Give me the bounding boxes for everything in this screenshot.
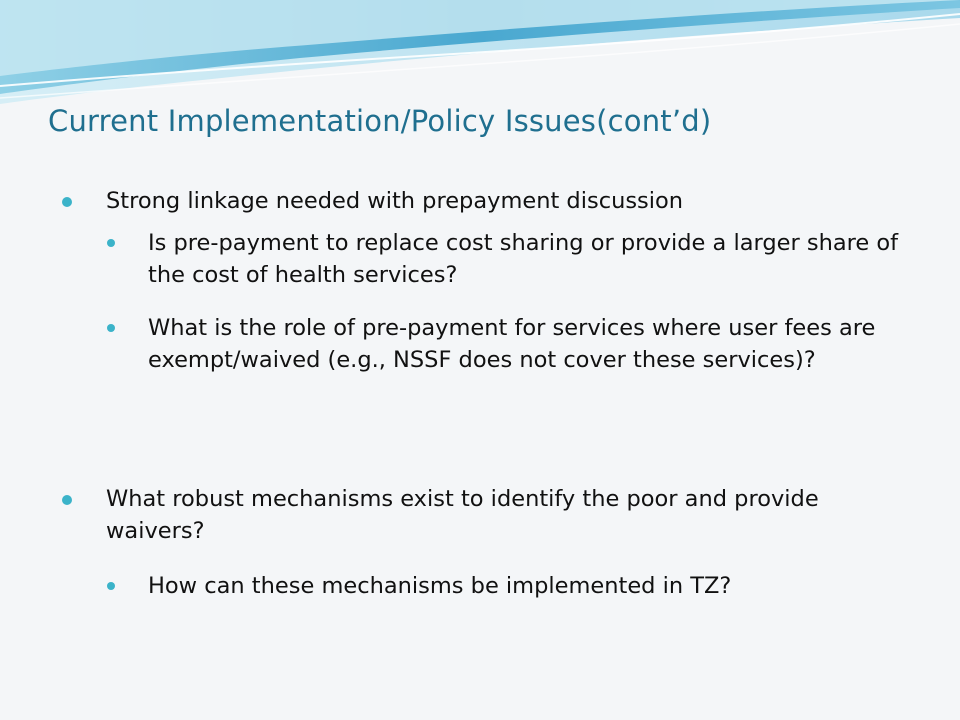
sub-bullet-icon: [107, 239, 115, 247]
sub-bullet-item: Is pre-payment to replace cost sharing or provide a larger share of the cost of health services?: [148, 230, 899, 288]
sub-bullet-item: How can these mechanisms be implemented in TZ?: [148, 573, 732, 599]
slide-title: Current Implementation/Policy Issues(cont’d): [48, 104, 712, 138]
sub-bullet-item: What is the role of pre-payment for services where user fees are exempt/waived (e.g., NSSF does not cover these services)?: [148, 315, 876, 373]
sub-bullet-icon: [107, 324, 115, 332]
bullet-item: Strong linkage needed with prepayment discussion: [106, 188, 684, 214]
header-wave-decoration: [0, 0, 960, 110]
bullet-item: What robust mechanisms exist to identify the poor and provide waivers?: [106, 486, 819, 544]
bullet-icon: [62, 495, 72, 505]
sub-bullet-icon: [107, 582, 115, 590]
bullet-icon: [62, 197, 72, 207]
